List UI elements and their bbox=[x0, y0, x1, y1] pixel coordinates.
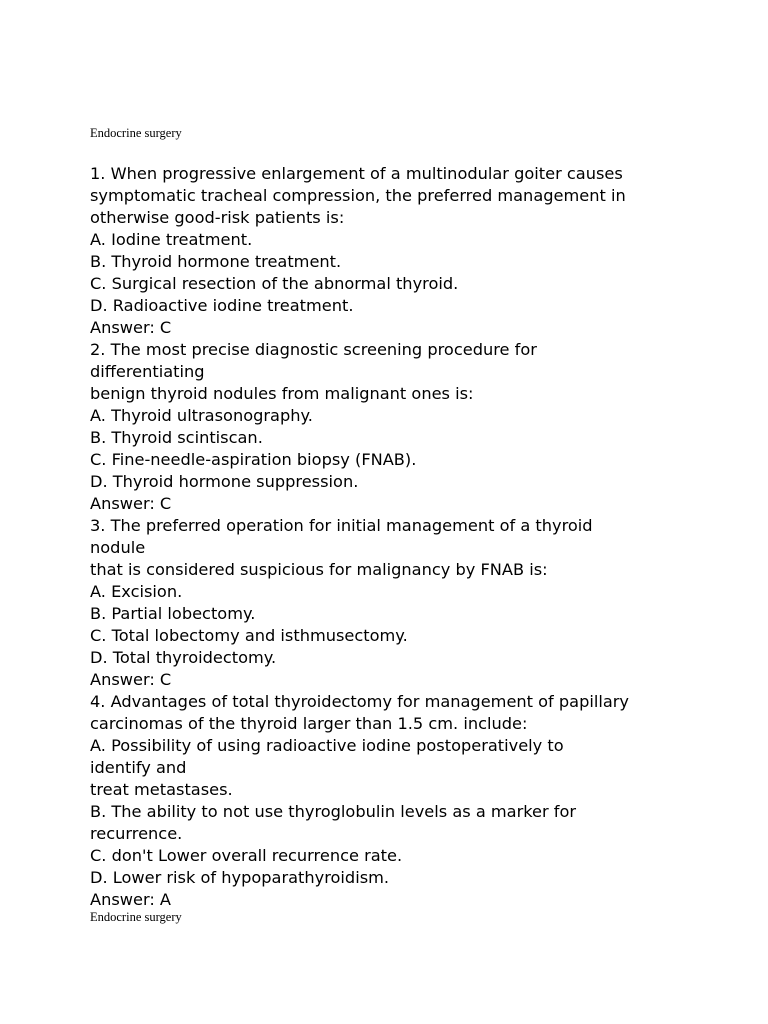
text-line: D. Thyroid hormone suppression. bbox=[90, 472, 359, 491]
text-line: C. Total lobectomy and isthmusectomy. bbox=[90, 626, 408, 645]
text-line: B. Partial lobectomy. bbox=[90, 604, 256, 623]
text-line: differentiating bbox=[90, 362, 205, 381]
text-line: B. The ability to not use thyroglobulin levels as a marker for bbox=[90, 802, 577, 821]
text-line: 4. Advantages of total thyroidectomy for management of papillary bbox=[90, 692, 630, 711]
text-line: 3. The preferred operation for initial management of a thyroid bbox=[90, 516, 593, 535]
text-line: recurrence. bbox=[90, 824, 183, 843]
text-line: that is considered suspicious for malignancy by FNAB is: bbox=[90, 560, 548, 579]
text-line: Answer: A bbox=[90, 890, 172, 909]
text-line: Answer: C bbox=[90, 670, 172, 689]
text-line: D. Lower risk of hypoparathyroidism. bbox=[90, 868, 390, 887]
question-text-block bbox=[90, 163, 730, 911]
page-footer: Endocrine surgery bbox=[90, 910, 182, 924]
text-line: 2. The most precise diagnostic screening procedure for bbox=[90, 340, 537, 359]
text-line: Answer: C bbox=[90, 318, 172, 337]
text-line: B. Thyroid hormone treatment. bbox=[90, 252, 342, 271]
text-line: A. Excision. bbox=[90, 582, 183, 601]
text-line: Answer: C bbox=[90, 494, 172, 513]
text-line: nodule bbox=[90, 538, 146, 557]
text-line: D. Radioactive iodine treatment. bbox=[90, 296, 354, 315]
page-header: Endocrine surgery bbox=[90, 126, 182, 140]
text-line: otherwise good-risk patients is: bbox=[90, 208, 345, 227]
text-line: A. Thyroid ultrasonography. bbox=[90, 406, 313, 425]
text-line: benign thyroid nodules from malignant ones is: bbox=[90, 384, 474, 403]
text-line: identify and bbox=[90, 758, 187, 777]
text-line: treat metastases. bbox=[90, 780, 233, 799]
text-line: D. Total thyroidectomy. bbox=[90, 648, 277, 667]
text-line: A. Iodine treatment. bbox=[90, 230, 253, 249]
text-line: 1. When progressive enlargement of a multinodular goiter causes bbox=[90, 164, 623, 183]
text-line: C. Surgical resection of the abnormal thyroid. bbox=[90, 274, 459, 293]
text-line: symptomatic tracheal compression, the preferred management in bbox=[90, 186, 626, 205]
text-line: carcinomas of the thyroid larger than 1.5 cm. include: bbox=[90, 714, 528, 733]
text-line: B. Thyroid scintiscan. bbox=[90, 428, 263, 447]
text-line: A. Possibility of using radioactive iodine postoperatively to bbox=[90, 736, 564, 755]
text-line: C. don't Lower overall recurrence rate. bbox=[90, 846, 403, 865]
text-line: C. Fine-needle-aspiration biopsy (FNAB). bbox=[90, 450, 417, 469]
